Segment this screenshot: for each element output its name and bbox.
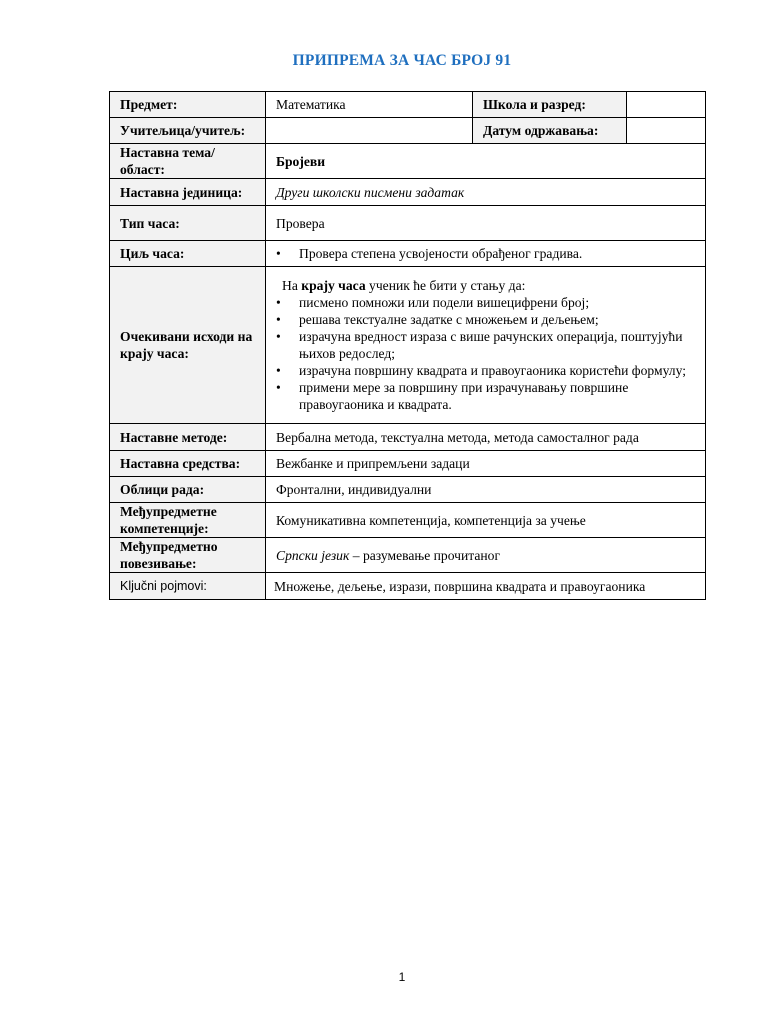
row-resources: [110, 451, 706, 477]
row-keywords: [110, 573, 706, 600]
forms-label: Облици рада:: [110, 477, 266, 503]
outcomes-label: Очекивани исходи на крају часа:: [110, 267, 266, 424]
unit-value: Други школски писмени задатак: [266, 179, 706, 206]
outcome-text: израчуна вредност израза с више рачунских операција, поштујући њихов редослед;: [299, 329, 683, 361]
row-subject: [110, 92, 706, 118]
outcome-text: решава текстуалне задатке с множењем и дељењем;: [299, 312, 599, 327]
teacher-value: [266, 118, 473, 144]
outcomes-list: [276, 294, 695, 413]
lesson-plan-table: [109, 91, 706, 600]
type-label: Тип часа:: [110, 206, 266, 241]
competences-label: Међупредметне компетенције:: [110, 503, 266, 538]
date-label: Датум одржавања:: [473, 118, 627, 144]
resources-value: Вежбанке и припремљени задаци: [266, 451, 706, 477]
row-topic: [110, 144, 706, 179]
goal-list: [276, 245, 695, 262]
list-item: • израчуна вредност израза с више рачунских операција, поштујући њихов редослед;: [276, 329, 683, 361]
list-item: • израчуна површину квадрата и правоугаоника користећи формулу;: [276, 363, 686, 378]
competences-value: Комуникативна компетенција, компетенција за учење: [266, 503, 706, 538]
list-item: • примени мере за површину при израчунавању површине правоугаоника и квадрата.: [276, 380, 629, 412]
outcome-text: примени мере за површину при израчунавању површине правоугаоника и квадрата.: [299, 380, 629, 412]
correlation-rest: – разумевање прочитаног: [349, 547, 501, 563]
outcomes-intro-post: ученик ће бити у стању да:: [365, 278, 526, 293]
methods-label: Наставне методе:: [110, 424, 266, 451]
outcomes-intro-pre: На: [282, 278, 302, 293]
goal-item-text: Провера степена усвојености обрађеног градива.: [299, 246, 583, 261]
outcomes-intro-bold: крају часа: [301, 278, 366, 293]
teacher-label: Учитељица/учитељ:: [110, 118, 266, 144]
unit-label: Наставна јединица:: [110, 179, 266, 206]
methods-value: Вербална метода, текстуална метода, метода самосталног рада: [266, 424, 706, 451]
row-outcomes: [110, 267, 706, 424]
list-item: • Провера степена усвојености обрађеног градива.: [276, 246, 583, 261]
outcomes-intro: [276, 277, 695, 294]
keywords-label: Ključni pojmovi:: [110, 573, 266, 600]
outcome-text: израчуна површину квадрата и правоугаоника користећи формулу;: [299, 363, 686, 378]
school-label: Школа и разред:: [473, 92, 627, 118]
correlation-subject: Српски језик: [276, 547, 350, 563]
page-title: ПРИПРЕМА ЗА ЧАС БРОЈ 91: [292, 52, 512, 69]
row-competences: [110, 503, 706, 538]
outcomes-cell: [266, 267, 706, 424]
row-methods: [110, 424, 706, 451]
row-forms: [110, 477, 706, 503]
type-value: Провера: [266, 206, 706, 241]
subject-label: Предмет:: [110, 92, 266, 118]
forms-value: Фронтални, индивидуални: [266, 477, 706, 503]
list-item: • писмено помножи или подели вишецифрени број;: [276, 295, 590, 310]
row-teacher: [110, 118, 706, 144]
keywords-value: Множење, дељење, изрази, површина квадрата и правоугаоника: [266, 573, 706, 600]
subject-value: Математика: [266, 92, 473, 118]
page-number: 1: [398, 970, 406, 984]
topic-label: Наставна тема/област:: [110, 144, 266, 179]
list-item: • решава текстуалне задатке с множењем и дељењем;: [276, 312, 599, 327]
correlation-cell: [266, 538, 706, 573]
resources-label: Наставна средства:: [110, 451, 266, 477]
goal-cell: [266, 241, 706, 267]
row-type: [110, 206, 706, 241]
row-correlation: [110, 538, 706, 573]
correlation-label: Међупредметно повезивање:: [110, 538, 266, 573]
goal-label: Циљ часа:: [110, 241, 266, 267]
topic-value: Бројеви: [266, 144, 706, 179]
school-value: [627, 92, 706, 118]
date-value: [627, 118, 706, 144]
row-goal: [110, 241, 706, 267]
outcome-text: писмено помножи или подели вишецифрени број;: [299, 295, 590, 310]
row-unit: [110, 179, 706, 206]
